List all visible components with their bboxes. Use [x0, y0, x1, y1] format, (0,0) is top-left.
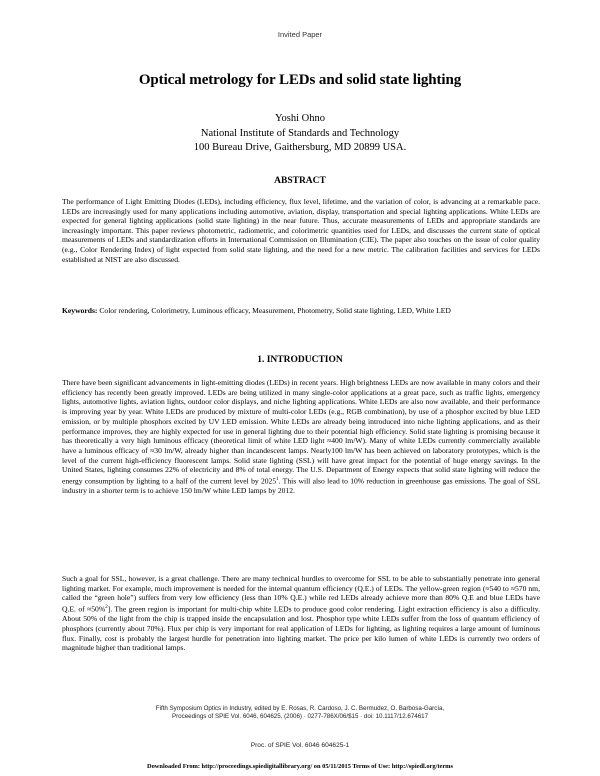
intro-paragraph-1	[62, 378, 540, 496]
introduction-heading: 1. INTRODUCTION	[257, 355, 343, 365]
citation-footer	[0, 705, 600, 721]
invited-paper-label: Invited Paper	[277, 30, 323, 39]
paper-title: Optical metrology for LEDs and solid state lighting	[138, 72, 462, 88]
download-notice	[0, 763, 600, 770]
author-name: Yoshi Ohno	[275, 113, 325, 124]
intro-p2-text-b: ]. The green region is important for multi-chip white LEDs to produce good color rendering. Light extraction efficiency is also a difficulty. About 50% of the light from the chip is trapped inside the encapsulation and lost. Phosphor type white LEDs suffer from the loss of quantum efficiency of phosphors (currently about 70%). Flux per chip is very important for real application of LEDs for lighting, as lighting requires a large amount of luminous flux. Finally, cost is probably the largest hurdle for penetration into lighting market. The price per kilo lumen of white LEDs is currently two orders of magnitude higher than traditional lamps.	[62, 604, 540, 653]
citation-line-1: Fifth Symposium Optics in Industry, edited by E. Rosas, R. Cardoso, J. C. Bermudez, O. Barbosa-García,	[155, 705, 445, 712]
abstract-heading: ABSTRACT	[274, 176, 326, 186]
intro-p1-text-a: There have been significant advancements in light-emitting diodes (LEDs) in recent years. High brightness LEDs are now available in many colors and their efficiency has recently been greatly improved. LEDs are being utilized in many single-color applications at a great pace, such as traffic lights, emergency lights, automotive lights, aviation lights, outdoor color displays, and niche lighting applications. White LEDs are also now available, and their performance is improving year by year. White LEDs are produced by mixture of multi-color LEDs (e.g., RGB combination), by use of a phosphor excited by blue LED emission, or by multiple phosphors excited by UV LED emission. White LEDs are already being introduced into niche lighting applications, and as their performance improves, they are highly expected for use in general lighting due to their potential high efficiency. Solid state lighting is promising because it has theoretically a very high luminous efficacy (theoretical limit of white LED light ≈400 lm/W). Many of white LEDs currently commercially available have a luminous efficacy of ≈30 lm/W, already higher than incandescent lamps. Nearly100 lm/W has been achieved on laboratory prototypes, which is the level of the current high-efficiency fluorescent lamps. Solid state lighting (SSL) will have great impact for the potential of huge energy savings. In the United States, lighting consumes 22% of electricity and 8% of total energy. The U.S. Department of Energy expects that solid state lighting will reduce the energy consumption by lighting to a half of the current level by 2025	[62, 378, 540, 486]
footnote-ref-2[interactable]: 2	[105, 605, 108, 611]
abstract-body: The performance of Light Emitting Diodes (LEDs), including efficiency, flux level, lifetime, and the variation of color, is advancing at a remarkable pace. LEDs are increasingly used for many applications including automotive, aviation, display, transportation and special lighting applications. White LEDs are expected for general lighting applications (solid state lighting) in the near future. Thus, accurate measurements of LEDs and appropriate standards are increasingly important. This paper reviews photometric, radiometric, and colorimetric quantities used for LEDs, and discusses the current state of optical measurements of LEDs and standardization efforts in International Commission on Illumination (CIE). The paper also touches on the issue of color quality (e.g., Color Rendering Index) of light expected from solid state lighting, and the need for a new metric. The calibration facilities and services for LEDs established at NIST are also discussed.	[62, 197, 540, 264]
footnote-ref-1[interactable]: 1	[276, 477, 279, 483]
keywords	[62, 306, 540, 316]
download-link[interactable]: Downloaded From: http://proceedings.spiedigitallibrary.org/ on 05/11/2015 Terms of Use: http://spiedl.org/terms	[147, 763, 453, 770]
author-affiliation: National Institute of Standards and Technology	[200, 127, 400, 139]
intro-paragraph-2	[62, 574, 540, 653]
author-block	[0, 112, 600, 156]
keywords-label: Keywords:	[62, 306, 98, 315]
intro-p1-text-b: . This will also lead to 10% reduction in greenhouse gas emissions. The goal of SSL industry in a shorter term is to achieve 150 lm/W white LED lamps by 2012.	[62, 476, 540, 496]
author-address: 100 Bureau Drive, Gaithersburg, MD 20899 USA.	[193, 142, 407, 153]
citation-line-2: Proceedings of SPIE Vol. 6046, 604625, (2006) · 0277-786X/06/$15 · doi: 10.1117/12.674617	[171, 713, 429, 720]
keywords-text: Color rendering, Colorimetry, Luminous efficacy, Measurement, Photometry, Solid state lighting, LED, White LED	[97, 306, 451, 315]
intro-p2-text-a: Such a goal for SSL, however, is a great challenge. There are many technical hurdles to overcome for SSL to be able to substantially penetrate into general lighting market. For example, much improvement is needed for the internal quantum efficiency (Q.E.) of LEDs. The yellow-green region (≈540 to ≈570 nm, called the “green hole”) suffers from very low efficiency (less than 10% Q.E.) while red LEDs already achieve more than 80% Q.E and blue LEDs have Q.E. of ≈50%	[62, 574, 540, 614]
page-number: Proc. of SPIE Vol. 6046 604625-1	[250, 742, 350, 749]
